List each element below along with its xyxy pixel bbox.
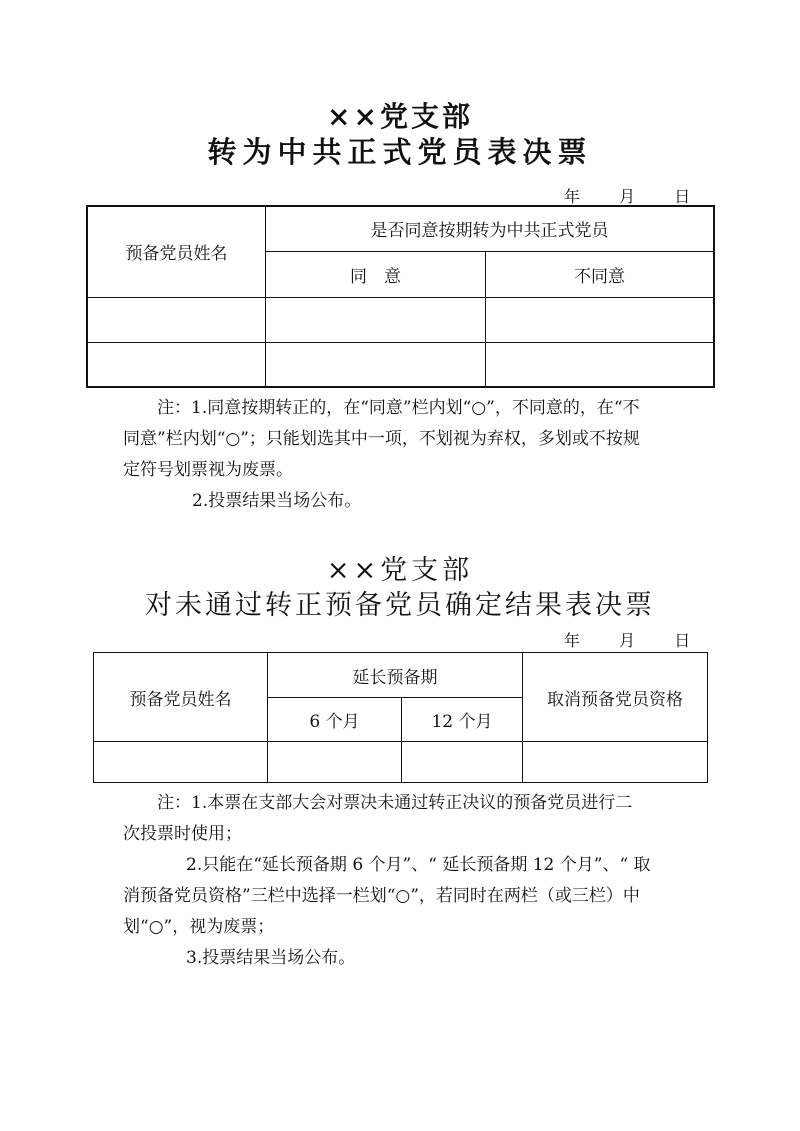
ballot2-table <box>93 652 708 783</box>
ballot2-title-line2: 对未通过转正预备党员确定结果表决票 <box>145 590 655 621</box>
ballot2-twelve-months-cell[interactable] <box>402 742 523 783</box>
ballot2-name-cell[interactable] <box>94 742 268 783</box>
ballot2-title-line1: ××党支部 <box>326 555 474 586</box>
ballot2-date <box>564 628 690 651</box>
ballot1-date <box>564 184 690 207</box>
ballot1-name-cell[interactable] <box>87 342 266 387</box>
ballot1-note-line3: 定符号划票视为废票。 <box>123 460 293 480</box>
ballot1-agree-header: 同 意 <box>266 251 486 297</box>
ballot2-six-months-header: 6 个月 <box>268 698 402 742</box>
ballot1-question-header: 是否同意按期转为中共正式党员 <box>266 206 715 251</box>
ballot1-title-line2: 转为中共正式党员表决票 <box>207 135 593 169</box>
ballot1-disagree-cell[interactable] <box>486 297 715 342</box>
ballot2-twelve-months-header: 12 个月 <box>402 698 523 742</box>
ballot2-note-line3: 2.只能在“延长预备期 6 个月”、“ 延长预备期 12 个月”、“ 取 <box>186 855 651 875</box>
ballot1-name-cell[interactable] <box>87 297 266 342</box>
ballot2-note-line2: 次投票时使用； <box>123 824 242 844</box>
ballot2-six-months-cell[interactable] <box>268 742 402 783</box>
ballot1-title-line1: ××党支部 <box>327 100 473 133</box>
ballot2-date-day: 日 <box>674 631 691 650</box>
ballot2-note-line6: 3.投票结果当场公布。 <box>186 948 356 968</box>
ballot2-date-month: 月 <box>619 631 636 650</box>
ballot1-disagree-header: 不同意 <box>486 251 715 297</box>
ballot1-table <box>86 205 715 388</box>
ballot1-name-header: 预备党员姓名 <box>87 206 266 297</box>
ballot2-note-line4: 消预备党员资格”三栏中选择一栏划“○”，若同时在两栏（或三栏）中 <box>123 886 640 906</box>
ballot1-date-day: 日 <box>674 187 691 206</box>
ballot2-cancel-header: 取消预备党员资格 <box>523 653 708 742</box>
ballot2-cancel-cell[interactable] <box>523 742 708 783</box>
ballot1-note-line2: 同意”栏内划“○”；只能划选其中一项，不划视为弃权，多划或不按规 <box>123 429 640 449</box>
table-row <box>94 742 708 783</box>
ballot2-note-line5: 划“○”，视为废票； <box>123 917 275 937</box>
table-row <box>87 297 714 342</box>
ballot2-note-line1: 注：1.本票在支部大会对票决未通过转正决议的预备党员进行二 <box>157 793 633 813</box>
ballot1-note-line1: 注：1.同意按期转正的，在“同意”栏内划“○”，不同意的，在“不 <box>157 398 640 418</box>
ballot2-name-header: 预备党员姓名 <box>94 653 268 742</box>
ballot1-disagree-cell[interactable] <box>486 342 715 387</box>
ballot1-note-line4: 2.投票结果当场公布。 <box>192 491 362 511</box>
table-row <box>87 342 714 387</box>
ballot1-agree-cell[interactable] <box>266 297 486 342</box>
ballot2-date-year: 年 <box>564 631 581 650</box>
ballot1-date-year: 年 <box>564 187 581 206</box>
ballot2-extend-header: 延长预备期 <box>268 653 523 698</box>
ballot1-date-month: 月 <box>619 187 636 206</box>
ballot1-agree-cell[interactable] <box>266 342 486 387</box>
